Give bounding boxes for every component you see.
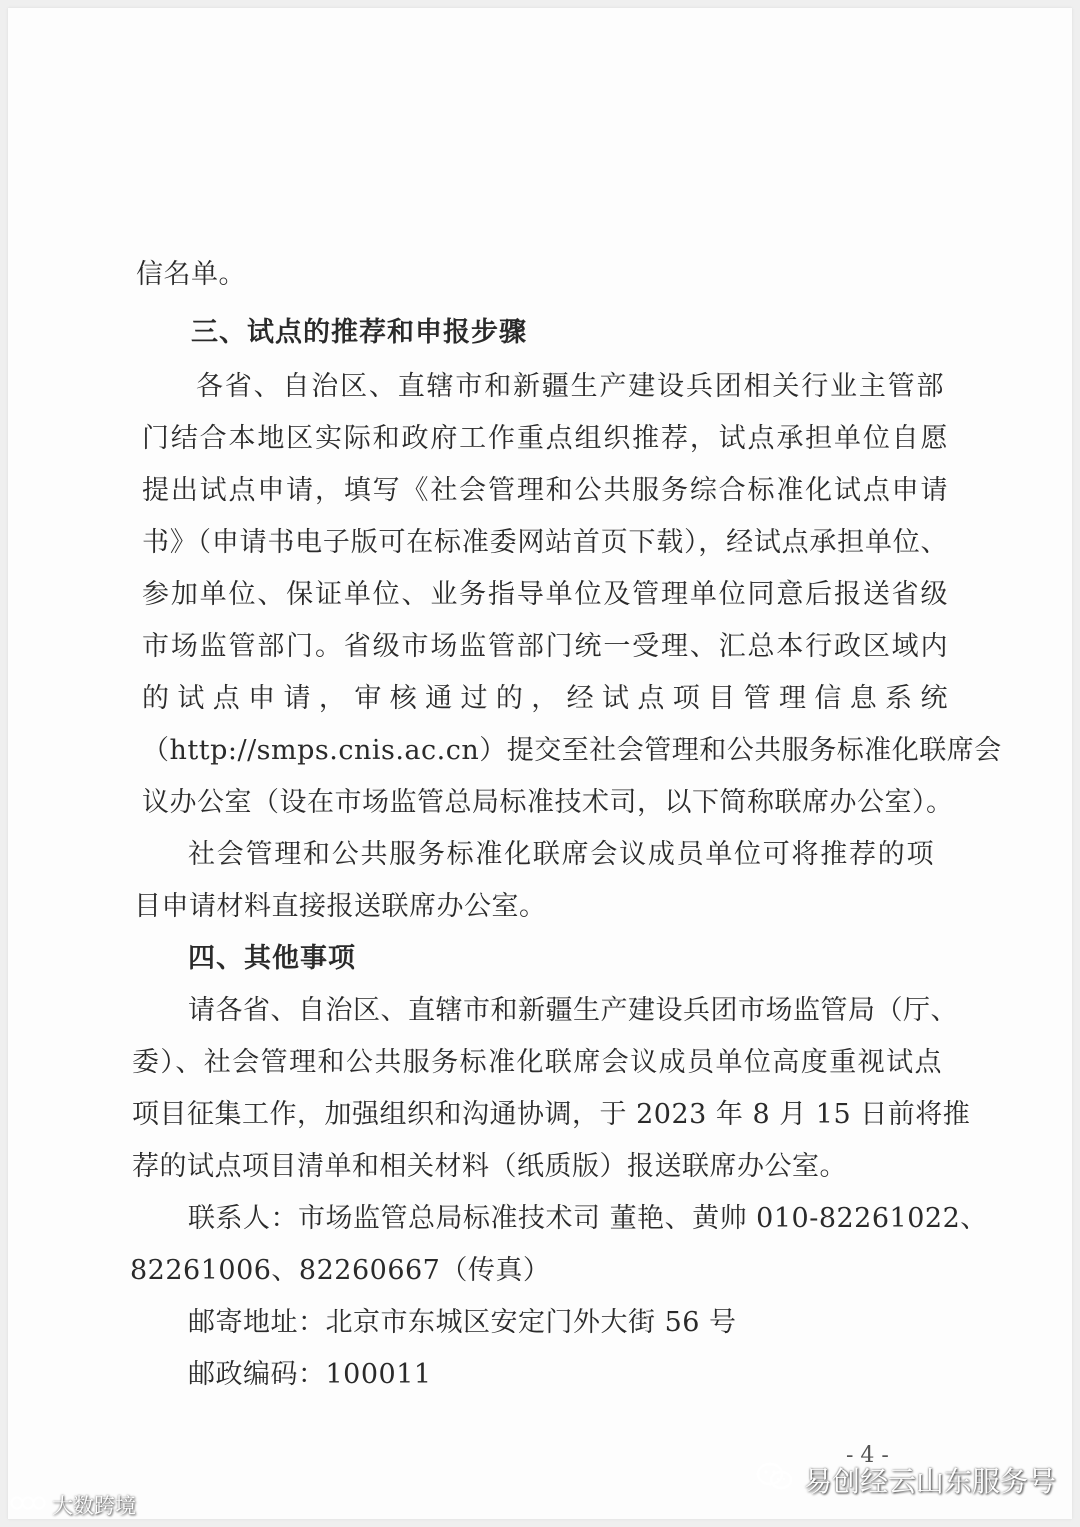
text-line: 请各省、自治区、直辖市和新疆生产建设兵团市场监管局（厅、 <box>188 995 958 1026</box>
text-line: 门结合本地区实际和政府工作重点组织推荐，试点承担单位自愿 <box>142 423 948 454</box>
text-line: 参加单位、保证单位、业务指导单位及管理单位同意后报送省级 <box>142 579 948 610</box>
wechat-icon <box>756 1461 794 1500</box>
section-heading: 三、试点的推荐和申报步骤 <box>191 317 527 348</box>
address-line: 邮寄地址：北京市东城区安定门外大街 56 号 <box>188 1307 737 1338</box>
postcode-line: 邮政编码：100011 <box>188 1359 432 1390</box>
source-watermark <box>10 1490 136 1520</box>
text-line: （http://smps.cnis.ac.cn）提交至社会管理和公共服务标准化联席会 <box>142 735 1002 766</box>
text-line: 信名单。 <box>136 259 246 290</box>
site-name: 大数跨境 <box>52 1494 136 1518</box>
contact-line: 82261006、82260667（传真） <box>130 1255 551 1286</box>
section-heading: 四、其他事项 <box>188 943 356 974</box>
text-line: 提出试点申请，填写《社会管理和公共服务综合标准化试点申请 <box>142 475 948 506</box>
wechat-watermark <box>756 1460 1056 1500</box>
text-line: 议办公室（设在市场监管总局标准技术司，以下简称联席办公室）。 <box>142 787 954 818</box>
text-line: 的试点申请，审核通过的，经试点项目管理信息系统 <box>142 683 948 714</box>
text-line: 目申请材料直接报送联席办公室。 <box>134 891 547 922</box>
text-line: 荐的试点项目清单和相关材料（纸质版）报送联席办公室。 <box>132 1151 847 1182</box>
text-line: 各省、自治区、直辖市和新疆生产建设兵团相关行业主管部 <box>196 371 944 402</box>
text-line: 市场监管部门。省级市场监管部门统一受理、汇总本行政区域内 <box>142 631 948 662</box>
page-number: - 4 - <box>846 1443 889 1468</box>
text-line: 书》（申请书电子版可在标准委网站首页下载），经试点承担单位、 <box>142 527 948 558</box>
site-logo-icon <box>10 1493 46 1518</box>
text-line: 项目征集工作，加强组织和沟通协调，于 2023 年 8 月 15 日前将推 <box>132 1099 971 1130</box>
document-page <box>8 8 1072 1519</box>
wechat-account-name: 易创经云山东服务号 <box>804 1465 1057 1498</box>
text-line: 委）、社会管理和公共服务标准化联席会议成员单位高度重视试点 <box>132 1047 942 1078</box>
contact-line: 联系人：市场监管总局标准技术司 董艳、黄帅 010-82261022、 <box>188 1203 988 1234</box>
text-line: 社会管理和公共服务标准化联席会议成员单位可将推荐的项 <box>188 839 934 870</box>
